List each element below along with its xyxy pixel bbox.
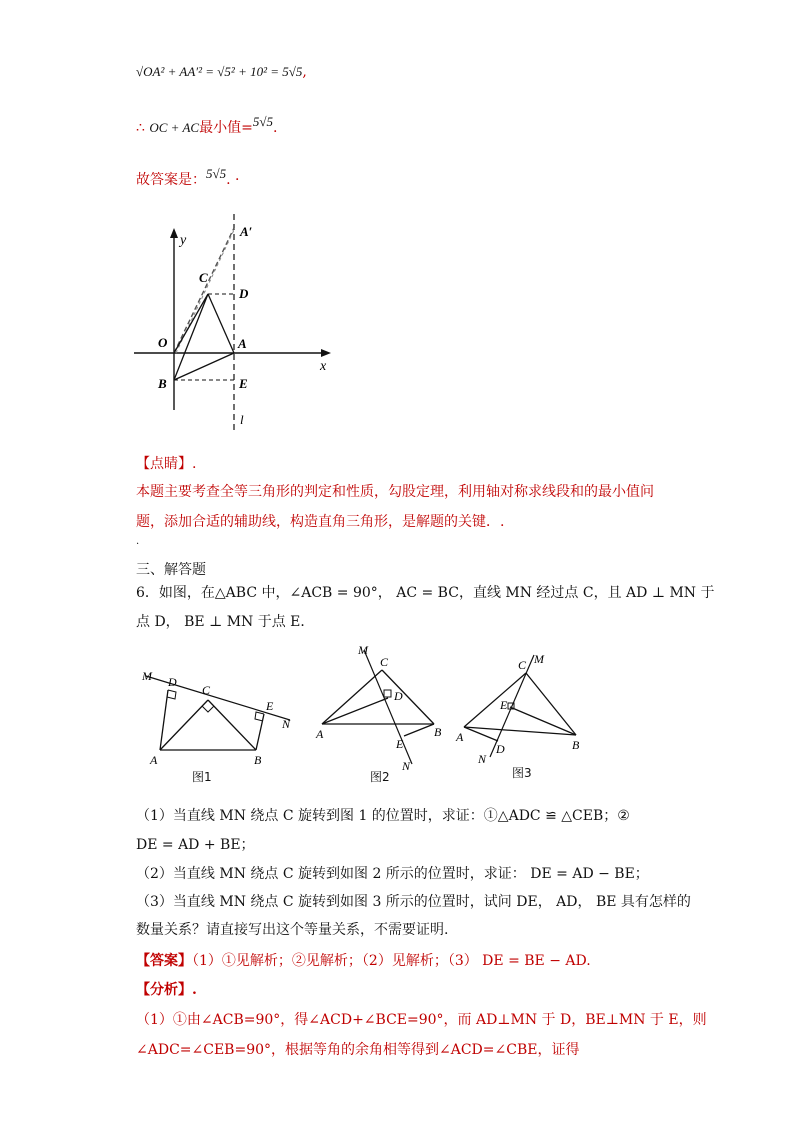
svg-text:A: A bbox=[316, 727, 324, 741]
problem6-line-1: 6．如图，在△ABC 中，∠ACB = 90°， AC = BC，直线 MN 经过点 C，且 AD ⊥ MN 于 bbox=[136, 585, 715, 601]
answer-line bbox=[136, 166, 240, 190]
problem6-line-2: 点 D， BE ⊥ MN 于点 E． bbox=[136, 614, 315, 630]
svg-text:C: C bbox=[202, 683, 211, 697]
formula-pythagoras: √OA² + AA′² = √5² + 10² = 5√5 bbox=[136, 64, 303, 79]
segment-CB-fig3 bbox=[526, 673, 576, 735]
problem-figure-3 bbox=[452, 645, 602, 770]
answer-row bbox=[136, 951, 591, 971]
comment-line-1: 本题主要考查全等三角形的判定和性质，勾股定理，利用轴对称求线段和的最小值问 bbox=[136, 484, 654, 500]
segment-AC-fig2 bbox=[322, 670, 382, 724]
therefore-tail: . bbox=[272, 120, 278, 136]
answer-tail: . · bbox=[226, 172, 240, 188]
right-angle-D-fig2 bbox=[384, 690, 391, 697]
problem-figure-2 bbox=[312, 642, 452, 772]
svg-text:D: D bbox=[496, 742, 505, 756]
label-E: E bbox=[239, 376, 248, 391]
segment-CA bbox=[208, 294, 234, 353]
svg-text:D: D bbox=[168, 675, 177, 689]
label-O: O bbox=[158, 335, 168, 350]
analysis-line-1: （1）①由∠ACB=90°，得∠ACD+∠BCE=90°，而 AD⊥MN 于 D，BE⊥MN 于 E，则 bbox=[136, 1012, 707, 1028]
label-C: C bbox=[199, 270, 208, 285]
svg-text:N: N bbox=[478, 752, 487, 766]
segment-AD-fig1 bbox=[160, 690, 168, 750]
svg-text:B: B bbox=[434, 725, 442, 739]
answer-prefix: 故答案是： bbox=[136, 172, 206, 188]
svg-text:C: C bbox=[380, 655, 389, 669]
svg-text:E: E bbox=[396, 737, 404, 751]
segment-AD-fig2 bbox=[322, 698, 388, 724]
svg-text:E: E bbox=[266, 699, 274, 713]
svg-text:N: N bbox=[282, 717, 291, 731]
x-axis-arrow bbox=[321, 349, 331, 357]
svg-text:C: C bbox=[518, 658, 527, 672]
y-axis-arrow bbox=[170, 228, 178, 238]
therefore-expression: OC + AC bbox=[149, 120, 200, 135]
svg-text:M: M bbox=[534, 652, 544, 666]
stray-dot: . bbox=[136, 536, 140, 547]
comment-title: 【点睛】. bbox=[136, 456, 197, 472]
svg-text:M: M bbox=[142, 669, 152, 683]
formula-tail: , bbox=[302, 64, 307, 80]
formula-line-1 bbox=[136, 62, 307, 82]
question-3-line-2: 数量关系？请直接写出这个等量关系，不需要证明. bbox=[136, 922, 449, 938]
label-x: x bbox=[320, 359, 327, 374]
therefore-value: 5√5 bbox=[252, 114, 273, 129]
answer-value: 5√5 bbox=[206, 166, 227, 181]
question-1-line-1: （1）当直线 MN 绕点 C 旋转到图 1 的位置时，求证：①△ADC ≌ △CEB；② bbox=[136, 808, 630, 824]
fig2-caption: 图2 bbox=[370, 770, 390, 784]
therefore-line bbox=[136, 114, 278, 138]
svg-text:A: A bbox=[456, 730, 464, 744]
svg-text:N: N bbox=[402, 759, 411, 772]
question-2: （2）当直线 MN 绕点 C 旋转到如图 2 所示的位置时，求证： DE = AD − BE； bbox=[136, 866, 649, 882]
fig1-caption: 图1 bbox=[192, 770, 212, 784]
segment-AC-fig1 bbox=[160, 700, 208, 750]
section-heading: 三、解答题 bbox=[136, 562, 206, 578]
label-y: y bbox=[180, 233, 187, 248]
question-1-line-2: DE = AD + BE； bbox=[136, 837, 255, 853]
svg-text:M: M bbox=[358, 643, 368, 657]
label-A: A bbox=[238, 336, 247, 351]
therefore-text: 最小值= bbox=[199, 120, 253, 136]
segment-BE-fig2 bbox=[404, 724, 434, 736]
answer-label: 【答案】 bbox=[136, 953, 192, 969]
segment-OC bbox=[174, 294, 208, 353]
fig3-caption: 图3 bbox=[512, 766, 532, 780]
svg-text:D: D bbox=[394, 689, 403, 703]
svg-text:B: B bbox=[254, 753, 262, 767]
svg-text:B: B bbox=[572, 738, 580, 752]
problem-figure-1 bbox=[140, 668, 300, 778]
therefore-symbol: ∴ bbox=[136, 120, 145, 136]
analysis-label: 【分析】. bbox=[136, 982, 197, 998]
answer-text: （1）①见解析；②见解析；（2）见解析；（3） DE = BE − AD. bbox=[192, 953, 591, 969]
segment-AC-fig3 bbox=[464, 673, 526, 727]
label-l: l bbox=[240, 412, 244, 427]
question-3-line-1: （3）当直线 MN 绕点 C 旋转到如图 3 所示的位置时，试问 DE， AD， BE 具有怎样的 bbox=[136, 894, 691, 910]
svg-text:A: A bbox=[150, 753, 158, 767]
analysis-line-2: ∠ADC=∠CEB=90°，根据等角的余角相等得到∠ACD=∠CBE，证得 bbox=[136, 1042, 580, 1058]
right-angle-C-fig1 bbox=[202, 706, 214, 712]
label-B: B bbox=[158, 376, 167, 391]
comment-line-2: 题，添加合适的辅助线，构造直角三角形，是解题的关键．. bbox=[136, 514, 505, 530]
coordinate-figure bbox=[126, 210, 356, 440]
label-D: D bbox=[239, 286, 249, 301]
svg-text:E: E bbox=[500, 698, 508, 712]
label-A-prime: A′ bbox=[240, 224, 253, 239]
